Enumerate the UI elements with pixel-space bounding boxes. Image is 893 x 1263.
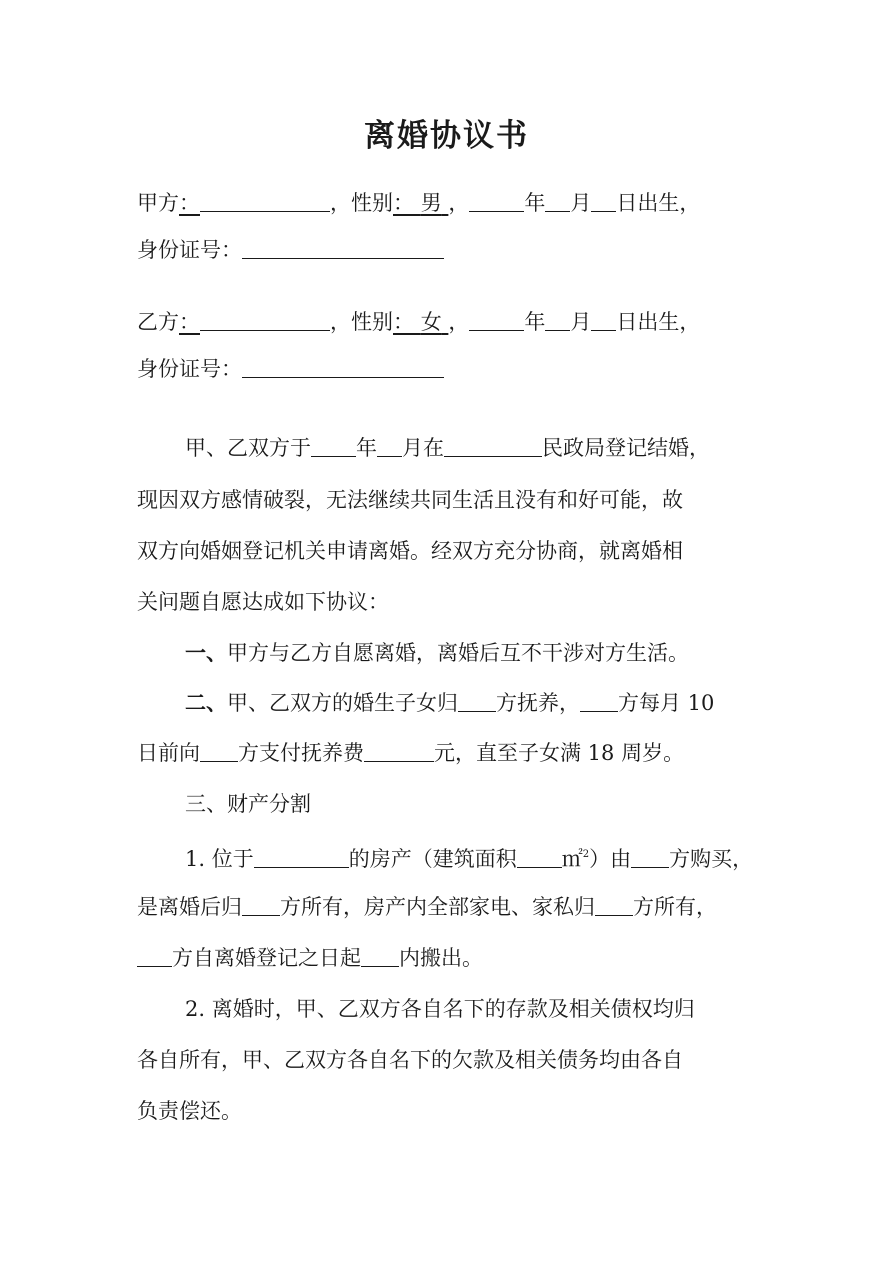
party-b-line: 乙方： ，性别： 女 ， 年 月 日出生，	[137, 310, 701, 334]
moving-deadline-blank[interactable]	[361, 946, 399, 967]
clause-3-item-1-line-1: 1. 位于 的房产（建筑面积 ㎡$^2$）由 方购买，	[185, 847, 754, 871]
party-b-id-label: 身份证号：	[137, 357, 242, 381]
purchaser-party-blank[interactable]	[631, 847, 669, 868]
party-a-id-blank[interactable]	[242, 238, 444, 259]
property-owner-blank[interactable]	[242, 895, 280, 916]
payer-party-blank[interactable]	[580, 691, 618, 712]
clause-2-line-2: 日前向 方支付抚养费 元，直至子女满 18 周岁。	[137, 741, 685, 765]
clause-2-number: 二、	[185, 690, 227, 715]
party-b-birth-year-blank[interactable]	[469, 310, 524, 331]
intro-line-3: 双方向婚姻登记机关申请离婚。经双方充分协商，就离婚相	[137, 539, 683, 563]
intro-line-1: 甲、乙双方于 年 月在 民政局登记结婚，	[185, 436, 710, 460]
support-amount-blank[interactable]	[364, 741, 434, 762]
party-a-birth-day-blank[interactable]	[591, 191, 616, 212]
party-a-line: 甲方： ，性别： 男 ， 年 月 日出生，	[137, 191, 701, 215]
clause-1-number: 一、	[185, 640, 227, 665]
moving-party-blank[interactable]	[137, 946, 172, 967]
party-a-gender: 男	[420, 191, 442, 215]
custody-party-blank[interactable]	[458, 691, 496, 712]
party-a-id-line	[137, 235, 444, 265]
party-b-gender: 女	[420, 310, 442, 334]
property-location-blank[interactable]	[254, 847, 349, 868]
party-a-birth-year-blank[interactable]	[469, 191, 524, 212]
party-a-label: 甲方	[137, 191, 179, 215]
document-title: 离婚协议书	[364, 118, 529, 154]
marriage-year-blank[interactable]	[311, 436, 356, 457]
clause-3-item-2-line-1: 2. 离婚时，甲、乙双方各自名下的存款及相关债权均归	[185, 997, 695, 1021]
marriage-month-blank[interactable]	[377, 436, 402, 457]
party-a-id-label: 身份证号：	[137, 238, 242, 262]
clause-2-line-1: 二、甲、乙双方的婚生子女归 方抚养， 方每月 10	[185, 690, 715, 715]
appliance-owner-blank[interactable]	[595, 895, 633, 916]
clause-3-heading: 三、财产分割	[185, 792, 311, 816]
clause-3-item-2-line-2: 各自所有，甲、乙双方各自名下的欠款及相关债务均由各自	[137, 1048, 683, 1072]
party-b-id-line	[137, 354, 444, 384]
party-a-birth-month-blank[interactable]	[545, 191, 570, 212]
party-b-id-blank[interactable]	[242, 357, 444, 378]
party-a-name-blank[interactable]	[200, 191, 330, 212]
party-b-name-blank[interactable]	[200, 310, 330, 331]
clause-3-item-1-line-2: 是离婚后归 方所有，房产内全部家电、家私归 方所有，	[137, 895, 717, 919]
intro-line-4: 关问题自愿达成如下协议：	[137, 590, 389, 614]
property-area-blank[interactable]	[517, 847, 562, 868]
party-b-birth-day-blank[interactable]	[591, 310, 616, 331]
area-unit: ㎡	[561, 847, 583, 871]
clause-1	[185, 638, 689, 668]
clause-3-item-1-line-3: 方自离婚登记之日起 内搬出。	[137, 943, 483, 973]
payee-party-blank[interactable]	[200, 741, 238, 762]
party-b-label: 乙方	[137, 310, 179, 334]
intro-line-2: 现因双方感情破裂，无法继续共同生活且没有和好可能，故	[137, 488, 683, 512]
civil-affairs-bureau-blank[interactable]	[444, 436, 542, 457]
party-b-birth-month-blank[interactable]	[545, 310, 570, 331]
clause-3-item-2-line-3: 负责偿还。	[137, 1099, 242, 1123]
clause-1-text: 甲方与乙方自愿离婚，离婚后互不干涉对方生活。	[227, 641, 689, 665]
